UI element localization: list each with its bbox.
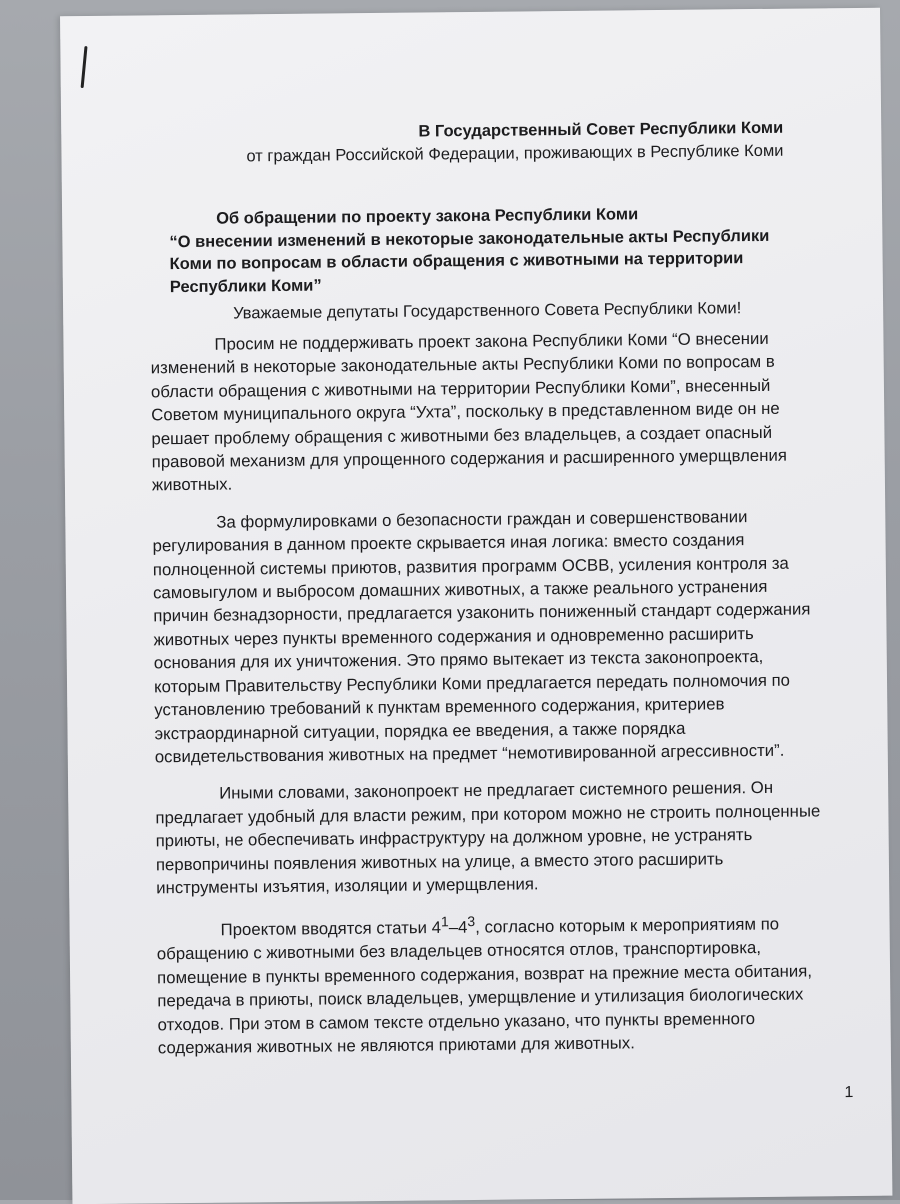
- addressee-from: от граждан Российской Федерации, проживающих в Республике Коми: [246, 141, 784, 166]
- document-title: [169, 202, 790, 298]
- pen-mark: [81, 46, 88, 88]
- article-superscript-1: 1: [440, 913, 449, 930]
- title-line-1: Об обращении по проекту закона Республики Коми: [216, 205, 639, 228]
- document-page: [60, 8, 892, 1204]
- body-text: [150, 326, 828, 1073]
- paragraph-2: За формулировками о безопасности граждан и совершенствовании регулирования в данном проекте скрывается иная логика: вместо создания полноценной системы приютов, развития программ ОСВВ, усиления контроля за самовыгулом и выбросом домашних животных, а также реального устранения причин безнадзорности, предлагается узаконить пониженный стандарт содержания животных через пункты временного содержания и одновременно расширить основания для их уничтожения. Это прямо вытекает из текста законопроекта, которым Правительству Республики Коми предлагается передать полномочия по установлению требований к пунктам временного содержания, критериев экстраординарной ситуации, порядка ее введения, а также порядка освидетельствования животных на предмет “немотивированной агрессивности”.: [152, 506, 811, 767]
- paragraph-4-rest: , согласно которым к мероприятиям по обращению с животными без владельцев относятся отлов, транспортировка, помещение в пункты временного содержания, возврат на прежние места обитания, передача в приюты, поиск владельцев, умерщвление и утилизация биологических отходов. При этом в самом тексте отдельно указано, что пункты временного содержания животных не являются приютами для животных.: [156, 914, 813, 1058]
- article-range-dash: –4: [448, 918, 468, 938]
- page-number: 1: [844, 1084, 854, 1102]
- greeting: Уважаемые депутаты Государственного Совета Республики Коми!: [233, 299, 742, 323]
- title-line-2: “О внесении изменений в некоторые законодательные акты Республики Коми по вопросам в области обращения с животными на территории Республики Коми”: [169, 226, 770, 296]
- paragraph-3: Иными словами, законопроект не предлагает системного решения. Он предлагает удобный для власти режим, при котором можно не строить полноценные приюты, не обеспечивать инфраструктуру на должном уровне, не устранять первопричины появления животных на улице, а вместо этого расширить инструменты изъятия, изоляции и умерщвления.: [155, 778, 821, 898]
- article-superscript-3: 3: [467, 913, 476, 930]
- addressee-block: [246, 117, 784, 169]
- addressee-to: В Государственный Совет Республики Коми: [418, 118, 784, 141]
- paragraph-1: Просим не поддерживать проект закона Республики Коми “О внесении изменений в некоторые законодательные акты Республики Коми по вопросам в области обращения с животными на территории Республики Коми”, внесенный Советом муниципального округа “Ухта”, поскольку в представленном виде он не решает проблему обращения с животными без владельцев, а создает опасный правовой механизм для упрощенного содержания и расширенного умерщвления животных.: [150, 328, 788, 495]
- paragraph-4: [156, 907, 827, 1060]
- paragraph-4-start: Проектом вводятся статьи 4: [220, 918, 442, 940]
